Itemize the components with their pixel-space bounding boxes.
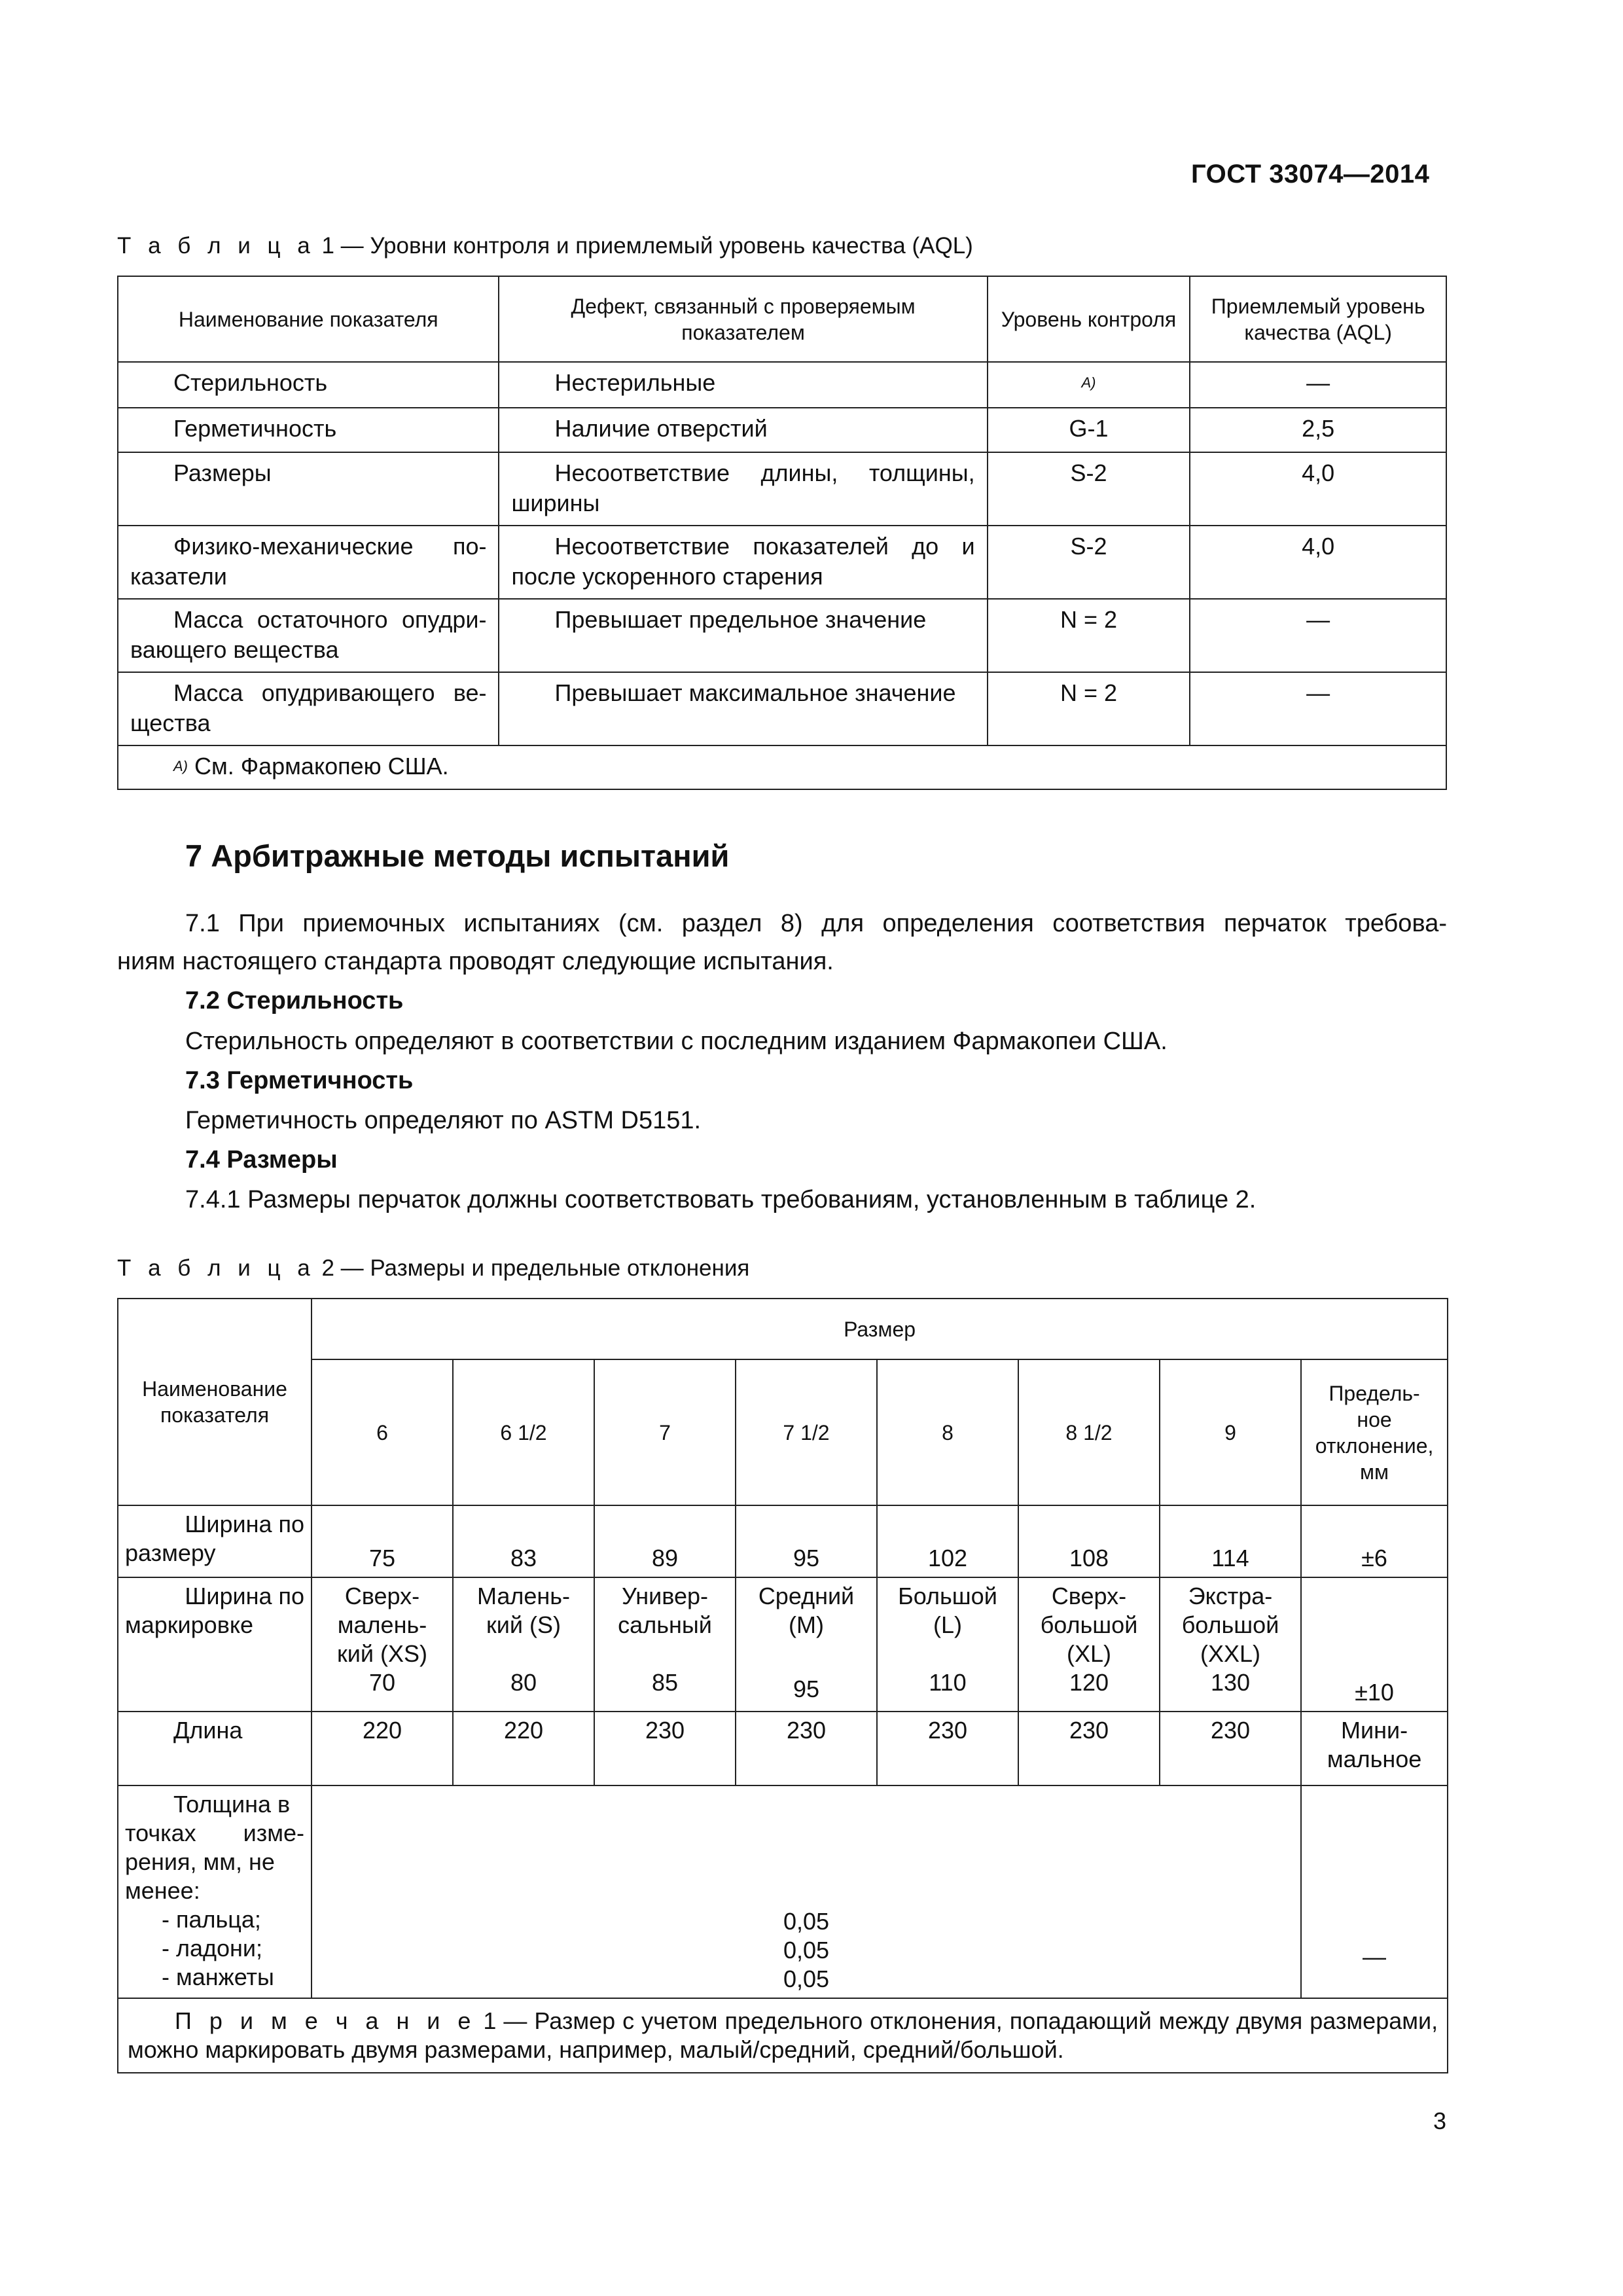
document-code: ГОСТ 33074—2014: [1191, 160, 1430, 188]
cell-line: 0,05: [783, 1908, 830, 1935]
cell: [453, 1577, 594, 1712]
cell-line: (L): [933, 1611, 962, 1638]
cell: [118, 526, 499, 599]
cell: [312, 1577, 453, 1712]
table-row: [118, 362, 1446, 408]
note-text: 1 — Размер с учетом предельного отклонения, попадающий между двумя размерами,: [476, 2007, 1438, 2034]
table-row: [118, 1577, 1448, 1712]
cell-value: 130: [1210, 1669, 1251, 1696]
cell: [118, 672, 499, 745]
cell: N = 2: [988, 599, 1190, 672]
row-label: [118, 1785, 312, 1998]
cell-value: 70: [368, 1669, 396, 1696]
cell: Размеры: [118, 452, 499, 526]
label-line: - ладони;: [162, 1935, 263, 1962]
table1-caption-text: 1 — Уровни контроля и приемлемый уровень качества (AQL): [315, 233, 973, 259]
cell-line: 0,05: [783, 1965, 830, 1992]
cell-value: 110: [929, 1669, 967, 1696]
cell: 220: [312, 1712, 453, 1785]
cell: Превышает максимальное значение: [499, 672, 987, 745]
cell-line: 0,05: [783, 1937, 830, 1964]
table2-caption-label: Т а б л и ц а: [117, 1255, 315, 1281]
table-row: [118, 526, 1446, 599]
cell: 230: [736, 1712, 877, 1785]
table-header-row: [118, 276, 1446, 362]
cell-line: мальное: [1327, 1746, 1422, 1772]
label-line: точках изме-: [125, 1820, 304, 1846]
label-line: маркировке: [125, 1611, 253, 1638]
table-row: [118, 599, 1446, 672]
cell: Стерильность: [118, 362, 499, 408]
cell: 95: [736, 1505, 877, 1577]
cell: 230: [877, 1712, 1018, 1785]
cell: ±6: [1301, 1505, 1448, 1577]
cell: 4,0: [1190, 526, 1446, 599]
page-number: 3: [1433, 2108, 1447, 2134]
table-row: [118, 672, 1446, 745]
paragraph-line: 7.1 При приемочных испытаниях (см. раздел 8) для определения соответствия перчаток требова-: [185, 910, 1447, 937]
cell-line: Сверх-: [344, 1583, 420, 1609]
paragraph: Стерильность определяют в соответствии с последним изданием Фармакопеи США.: [185, 1028, 1168, 1055]
cell-line: ширины: [511, 490, 600, 516]
cell: [877, 1577, 1018, 1712]
paragraph: Герметичность определяют по ASTM D5151.: [185, 1107, 702, 1134]
table-footnote-row: [118, 745, 1446, 789]
table1-caption-label: Т а б л и ц а: [117, 233, 315, 259]
note-line: [128, 2007, 1438, 2036]
cell: 2,5: [1190, 408, 1446, 452]
cell-line: [884, 1640, 1011, 1668]
cell: Герметичность: [118, 408, 499, 452]
paragraph: 7.4.1 Размеры перчаток должны соответствовать требованиям, установленным в таблице 2.: [185, 1186, 1257, 1213]
cell: [1160, 1577, 1301, 1712]
size-header: 8: [877, 1359, 1018, 1505]
note-line: можно маркировать двумя размерами, например, малый/средний, средний/большой.: [128, 2036, 1064, 2063]
label-line: менее:: [125, 1877, 200, 1904]
header-line: отклонение,: [1315, 1433, 1434, 1458]
cell: [499, 526, 987, 599]
header-line: Предель-: [1329, 1381, 1420, 1405]
label-line: - манжеты: [162, 1964, 274, 1990]
row-label: Длина: [118, 1712, 312, 1785]
size-header: 8 1/2: [1018, 1359, 1160, 1505]
cell: [594, 1577, 736, 1712]
cell: 230: [594, 1712, 736, 1785]
cell-line: Большой: [898, 1583, 997, 1609]
cell: 83: [453, 1505, 594, 1577]
cell-line: (XXL): [1200, 1640, 1261, 1667]
cell: 102: [877, 1505, 1018, 1577]
cell-value: 80: [510, 1669, 537, 1696]
cell: G-1: [988, 408, 1190, 452]
header-line: мм: [1360, 1460, 1389, 1484]
cell-line: сальный: [618, 1611, 712, 1638]
label-line: размеру: [125, 1539, 216, 1566]
table-header-row: [118, 1359, 1448, 1505]
cell-line: [743, 1640, 870, 1675]
cell: 114: [1160, 1505, 1301, 1577]
cell-value: 95: [793, 1676, 820, 1702]
footnote-text: См. Фармакопею США.: [188, 753, 449, 780]
cell-line: Масса остаточного опудри-: [173, 606, 487, 633]
table2-caption: [117, 1255, 749, 1282]
cell-line: Мини-: [1341, 1717, 1408, 1744]
label-line: Ширина по: [185, 1583, 304, 1609]
cell: 230: [1160, 1712, 1301, 1785]
cell: ±10: [1301, 1577, 1448, 1712]
cell: Наличие отверстий: [499, 408, 987, 452]
size-header: 9: [1160, 1359, 1301, 1505]
table-row: [118, 1505, 1448, 1577]
cell: —: [1190, 672, 1446, 745]
cell: [499, 452, 987, 526]
column-header: Дефект, связанный с проверяемым показателем: [499, 276, 987, 362]
cell: 230: [1018, 1712, 1160, 1785]
cell: —: [1190, 362, 1446, 408]
label-line: рения, мм, не: [125, 1848, 275, 1875]
table-note: [118, 1998, 1448, 2073]
column-header: Наименование показателя: [118, 276, 499, 362]
cell-line: [460, 1640, 587, 1668]
subsection-heading: 7.2 Стерильность: [185, 987, 404, 1014]
deviation-header: [1301, 1359, 1448, 1505]
table2-caption-text: 2 — Размеры и предельные отклонения: [315, 1255, 750, 1281]
cell-line: Универ-: [622, 1583, 708, 1609]
cell: [1018, 1577, 1160, 1712]
label-line: Ширина по: [185, 1511, 304, 1537]
table-row: [118, 452, 1446, 526]
subsection-heading: 7.3 Герметичность: [185, 1067, 414, 1094]
note-label: П р и м е ч а н и е: [175, 2007, 476, 2034]
label-line: - пальца;: [162, 1906, 261, 1933]
table-control-levels: [117, 276, 1447, 790]
cell-line: вающего вещества: [130, 636, 339, 663]
cell-line: Несоответствие длины, толщины,: [554, 459, 975, 486]
size-header: 6: [312, 1359, 453, 1505]
cell-line: Средний: [758, 1583, 855, 1609]
cell-value: 85: [651, 1669, 679, 1696]
size-header: 7: [594, 1359, 736, 1505]
cell-line: Экстра-: [1188, 1583, 1273, 1609]
table-note-row: [118, 1998, 1448, 2073]
cell-line: щества: [130, 709, 211, 736]
cell-line: кий (XS): [337, 1640, 427, 1667]
cell: S-2: [988, 452, 1190, 526]
cell-line: малень-: [337, 1611, 427, 1638]
row-label: [118, 1505, 312, 1577]
cell-line: Сверх-: [1051, 1583, 1127, 1609]
column-header: Наименование показателя: [118, 1299, 312, 1505]
cell-line: (M): [789, 1611, 824, 1638]
table-row: [118, 1712, 1448, 1785]
header-line: ное: [1357, 1407, 1392, 1431]
table-header-row: [118, 1299, 1448, 1359]
cell: N = 2: [988, 672, 1190, 745]
footnote-ref: A): [1081, 374, 1096, 391]
table-footnote: [118, 745, 1446, 789]
cell: [1301, 1712, 1448, 1785]
paragraph-7-1: [117, 905, 1447, 980]
cell: S-2: [988, 526, 1190, 599]
cell-line: большой: [1040, 1611, 1138, 1638]
table-sizes: [117, 1298, 1448, 2073]
column-header-size: Размер: [312, 1299, 1448, 1359]
paragraph-line: ниям настоящего стандарта проводят следующие испытания.: [117, 948, 834, 975]
cell: [736, 1577, 877, 1712]
subsection-heading: 7.4 Размеры: [185, 1146, 338, 1174]
cell-value: 120: [1069, 1669, 1109, 1696]
footnote-mark: A): [173, 758, 188, 774]
table1-caption: [117, 233, 973, 259]
label-line: Толщина в: [173, 1791, 291, 1818]
cell-line: после ускоренного старения: [511, 563, 823, 590]
cell: 108: [1018, 1505, 1160, 1577]
cell: Нестерильные: [499, 362, 987, 408]
cell-line: [601, 1640, 728, 1668]
column-header: Уровень контроля: [988, 276, 1190, 362]
cell: —: [1190, 599, 1446, 672]
cell: Превышает предельное значение: [499, 599, 987, 672]
table-row: [118, 1785, 1448, 1998]
cell-line: казатели: [130, 563, 227, 590]
size-header: 6 1/2: [453, 1359, 594, 1505]
cell: —: [1301, 1785, 1448, 1998]
cell: 4,0: [1190, 452, 1446, 526]
cell: [118, 599, 499, 672]
cell: 220: [453, 1712, 594, 1785]
section-heading: 7 Арбитражные методы испытаний: [185, 838, 730, 873]
cell: [988, 362, 1190, 408]
cell-line: большой: [1181, 1611, 1279, 1638]
cell-merged: [312, 1785, 1301, 1998]
cell-line: (XL): [1066, 1640, 1111, 1667]
column-header: Приемлемый уровень качества (AQL): [1190, 276, 1446, 362]
cell-line: кий (S): [486, 1611, 561, 1638]
cell-line: Масса опудривающего ве-: [173, 679, 487, 706]
cell-line: Физико-механические по-: [173, 533, 487, 560]
size-header: 7 1/2: [736, 1359, 877, 1505]
cell: 75: [312, 1505, 453, 1577]
table-row: [118, 408, 1446, 452]
cell-line: Малень-: [476, 1583, 571, 1609]
row-label: [118, 1577, 312, 1712]
cell: 89: [594, 1505, 736, 1577]
cell-line: Несоответствие показателей до и: [554, 533, 975, 560]
